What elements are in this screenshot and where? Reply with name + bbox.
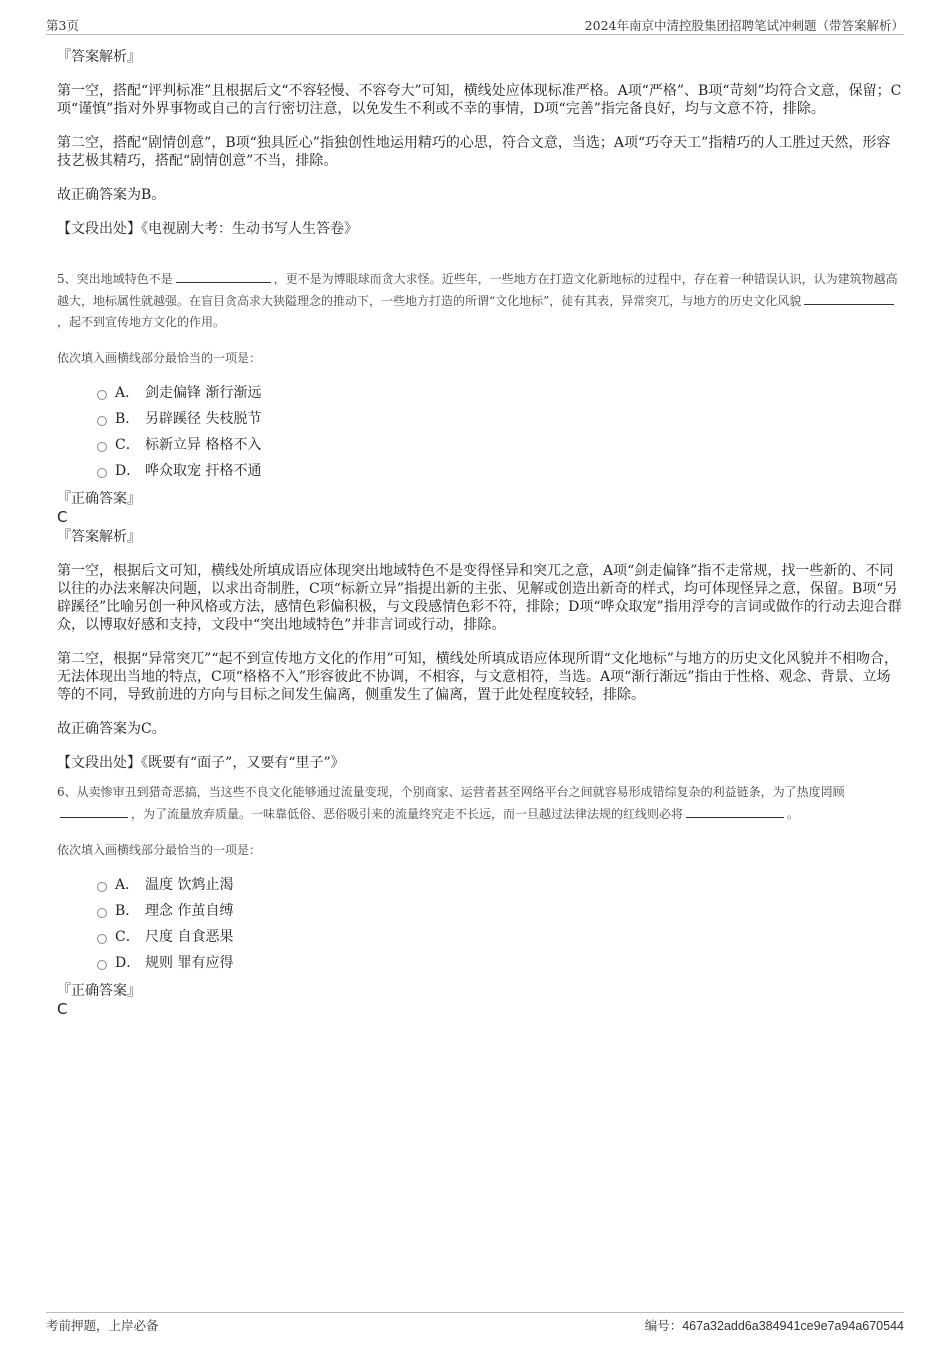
q5-answer: C [57,508,68,526]
q6-prompt: 依次填入画横线部分最恰当的一项是： [57,843,262,857]
q6-answer: C [57,1000,68,1018]
document-code [645,1316,904,1334]
q5-option-c[interactable]: C． 标新立异 格格不入 [57,432,904,458]
q6-option-a[interactable]: A． 温度 饮鸩止渴 [57,872,904,898]
q6-options [57,872,904,976]
q5-option-d[interactable]: D． 哗众取宠 扞格不通 [57,458,904,484]
q6-option-d[interactable]: D． 规则 罪有应得 [57,950,904,976]
q5-analysis-p1: 第一空，根据后文可知，横线处所填成语应体现突出地域特色不是变得怪异和突兀之意，A项“剑走偏锋”指不走常规，找一些新的、不同以往的办法来解决问题，以求出奇制胜，C项“标新立异”指提出新的主张、见解或创造出新奇的样式，均可体现怪异之意，保留。B项“另辟蹊径”比喻另创一种风格或方法，感情色彩偏积极，与文段感情色彩不符，排除；D项“哗众取宠”指用浮夸的言词或做作的行动去迎合群众，以博取好感和支持，文段中“突出地域特色”并非言词或行动，排除。 [57,563,902,633]
code-value: 467a32add6a384941ce9e7a94a670544 [682,1319,904,1333]
q4-analysis-p1: 第一空，搭配“评判标准”且根据后文“不容轻慢、不容夸大”可知，横线处应体现标准严格。A项“严格”、B项“苛刻”均符合文意，保留；C项“谨慎”指对外界事物或自己的言行密切注意，以免发生不利或不幸的事情，D项“完善”指完备良好，均与文意不符，排除。 [57,83,902,117]
page-header [46,14,904,35]
q6-stem: 6、从卖惨审丑到猎奇恶搞，当这些不良文化能够通过流量变现，个别商家、运营者甚至网络平台之间就容易形成错综复杂的利益链条，为了热度罔顾，为了流量放弃质量。一味靠低俗、恶俗吸引来的流量终究走不长远，而一旦越过法律法规的红线则必将 。 [57,785,845,821]
q5-blank-1 [176,268,271,283]
q6-option-b[interactable]: B． 理念 作茧自缚 [57,898,904,924]
q5-source: 【文段出处】《既要有“面子”，又要有“里子”》 [57,755,345,771]
radio-icon[interactable] [97,908,107,918]
q5-option-b[interactable]: B． 另辟蹊径 失枝脱节 [57,406,904,432]
q6-blank-2 [686,803,784,818]
footer-slogan: 考前押题，上岸必备 [46,1318,159,1333]
page-footer [46,1312,904,1333]
code-label: 编号： [644,1318,683,1333]
radio-icon[interactable] [97,468,107,478]
page-content [57,46,904,1018]
radio-icon[interactable] [97,416,107,426]
q5-analysis-p2: 第二空，根据“异常突兀”“起不到宣传地方文化的作用”可知，横线处所填成语应体现所谓“文化地标”与地方的历史文化风貌并不相吻合，无法体现出当地的特点，C项“格格不入”形容彼此不协调，不相容，与文意相符，当选。A项“渐行渐远”指由于性格、观念、背景、立场等的不同，导致前进的方向与目标之间发生偏离，侧重发生了偏离，置于此处程度较轻，排除。 [57,651,898,703]
q5-answer-label: 『正确答案』 [57,491,141,507]
q6-answer-label: 『正确答案』 [57,983,141,999]
q5-conclusion: 故正确答案为C。 [57,721,166,737]
radio-icon[interactable] [97,390,107,400]
radio-icon[interactable] [97,442,107,452]
q4-analysis-label: 『答案解析』 [57,49,141,65]
radio-icon[interactable] [97,960,107,970]
q5-options [57,380,904,484]
document-title: 2024年南京中清控股集团招聘笔试冲刺题（带答案解析） [584,18,904,33]
q4-conclusion: 故正确答案为B。 [57,187,166,203]
radio-icon[interactable] [97,882,107,892]
q5-option-a[interactable]: A． 剑走偏锋 渐行渐远 [57,380,904,406]
q5-prompt: 依次填入画横线部分最恰当的一项是： [57,351,262,365]
q5-analysis-label: 『答案解析』 [57,529,141,545]
q6-blank-1 [60,803,128,818]
q5-stem: 5、突出地域特色不是 ，更不是为博眼球而贪大求怪。近些年，一些地方在打造文化新地标的过程中，存在着一种错误认识，认为建筑物越高越大，地标属性就越强。在盲目贪高求大狭隘理念的推动下，一些地方打造的所谓“文化地标”，徒有其表，异常突兀，与地方的历史文化风貌，起不到宣传地方文化的作用。 [57,268,904,333]
page-number: 第3页 [46,18,79,33]
q4-analysis-p2: 第二空，搭配“剧情创意”，B项“独具匠心”指独创性地运用精巧的心思，符合文意，当选；A项“巧夺天工”指精巧的人工胜过天然，形容技艺极其精巧，搭配“剧情创意”不当，排除。 [57,135,891,169]
q6-option-c[interactable]: C． 尺度 自食恶果 [57,924,904,950]
q4-source: 【文段出处】《电视剧大考：生动书写人生答卷》 [57,221,358,237]
radio-icon[interactable] [97,934,107,944]
q5-blank-2 [804,290,894,305]
